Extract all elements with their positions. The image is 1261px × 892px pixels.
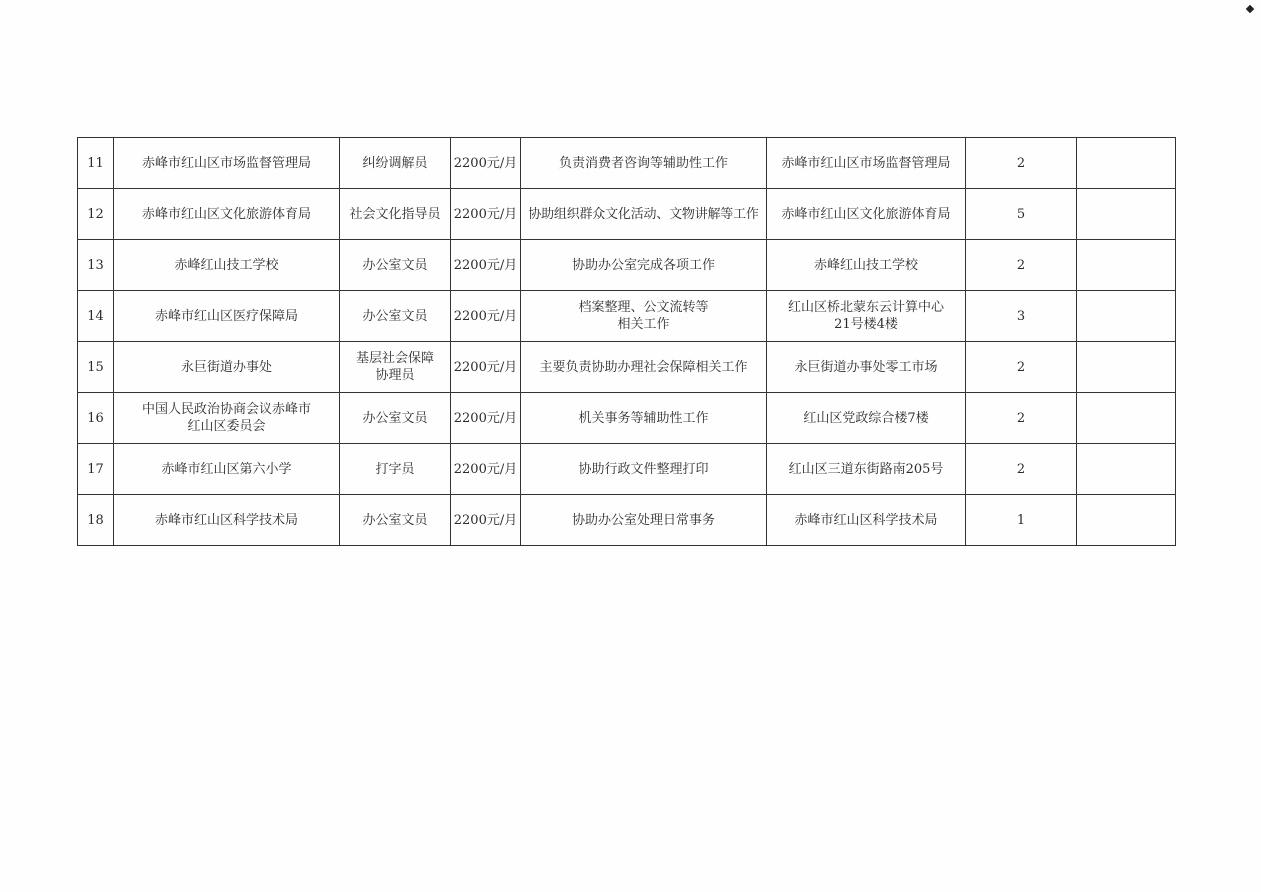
duty-cell: 档案整理、公文流转等 相关工作 (521, 291, 767, 342)
position-cell: 基层社会保障 协理员 (340, 342, 451, 393)
position-cell: 打字员 (340, 444, 451, 495)
position-cell: 纠纷调解员 (340, 138, 451, 189)
note-cell (1077, 444, 1176, 495)
department-cell: 中国人民政治协商会议赤峰市 红山区委员会 (114, 393, 340, 444)
department-cell: 赤峰市红山区医疗保障局 (114, 291, 340, 342)
row-number: 13 (78, 240, 114, 291)
department-cell: 赤峰市红山区第六小学 (114, 444, 340, 495)
note-cell (1077, 189, 1176, 240)
headcount-cell: 2 (966, 342, 1077, 393)
headcount-cell: 1 (966, 495, 1077, 546)
position-cell: 办公室文员 (340, 291, 451, 342)
note-cell (1077, 138, 1176, 189)
row-number: 18 (78, 495, 114, 546)
table-row (78, 291, 1176, 342)
duty-cell: 协助组织群众文化活动、文物讲解等工作 (521, 189, 767, 240)
department-cell: 赤峰市红山区市场监督管理局 (114, 138, 340, 189)
row-number: 12 (78, 189, 114, 240)
table-row (78, 138, 1176, 189)
row-number: 14 (78, 291, 114, 342)
position-cell: 社会文化指导员 (340, 189, 451, 240)
table-row (78, 240, 1176, 291)
department-cell: 永巨街道办事处 (114, 342, 340, 393)
position-cell: 办公室文员 (340, 240, 451, 291)
duty-cell: 协助办公室完成各项工作 (521, 240, 767, 291)
job-positions-table (77, 137, 1176, 546)
row-number: 15 (78, 342, 114, 393)
note-cell (1077, 240, 1176, 291)
salary-cell: 2200元/月 (451, 291, 521, 342)
workplace-cell: 赤峰市红山区科学技术局 (767, 495, 966, 546)
note-cell (1077, 342, 1176, 393)
workplace-cell: 赤峰红山技工学校 (767, 240, 966, 291)
workplace-cell: 赤峰市红山区市场监督管理局 (767, 138, 966, 189)
salary-cell: 2200元/月 (451, 495, 521, 546)
workplace-cell: 赤峰市红山区文化旅游体育局 (767, 189, 966, 240)
department-cell: 赤峰红山技工学校 (114, 240, 340, 291)
headcount-cell: 2 (966, 138, 1077, 189)
position-cell: 办公室文员 (340, 393, 451, 444)
duty-cell: 机关事务等辅助性工作 (521, 393, 767, 444)
table-row (78, 342, 1176, 393)
headcount-cell: 3 (966, 291, 1077, 342)
headcount-cell: 2 (966, 444, 1077, 495)
department-cell: 赤峰市红山区文化旅游体育局 (114, 189, 340, 240)
position-cell: 办公室文员 (340, 495, 451, 546)
salary-cell: 2200元/月 (451, 138, 521, 189)
note-cell (1077, 291, 1176, 342)
scan-corner-mark (1246, 5, 1254, 13)
salary-cell: 2200元/月 (451, 393, 521, 444)
salary-cell: 2200元/月 (451, 444, 521, 495)
headcount-cell: 2 (966, 240, 1077, 291)
row-number: 11 (78, 138, 114, 189)
table-row (78, 189, 1176, 240)
workplace-cell: 红山区党政综合楼7楼 (767, 393, 966, 444)
row-number: 17 (78, 444, 114, 495)
note-cell (1077, 495, 1176, 546)
salary-cell: 2200元/月 (451, 240, 521, 291)
department-cell: 赤峰市红山区科学技术局 (114, 495, 340, 546)
workplace-cell: 红山区三道东街路南205号 (767, 444, 966, 495)
table-row (78, 393, 1176, 444)
table-row (78, 444, 1176, 495)
headcount-cell: 5 (966, 189, 1077, 240)
headcount-cell: 2 (966, 393, 1077, 444)
duty-cell: 协助办公室处理日常事务 (521, 495, 767, 546)
duty-cell: 负责消费者咨询等辅助性工作 (521, 138, 767, 189)
table-row (78, 495, 1176, 546)
salary-cell: 2200元/月 (451, 189, 521, 240)
workplace-cell: 永巨街道办事处零工市场 (767, 342, 966, 393)
duty-cell: 协助行政文件整理打印 (521, 444, 767, 495)
note-cell (1077, 393, 1176, 444)
salary-cell: 2200元/月 (451, 342, 521, 393)
duty-cell: 主要负责协助办理社会保障相关工作 (521, 342, 767, 393)
workplace-cell: 红山区桥北蒙东云计算中心 21号楼4楼 (767, 291, 966, 342)
row-number: 16 (78, 393, 114, 444)
